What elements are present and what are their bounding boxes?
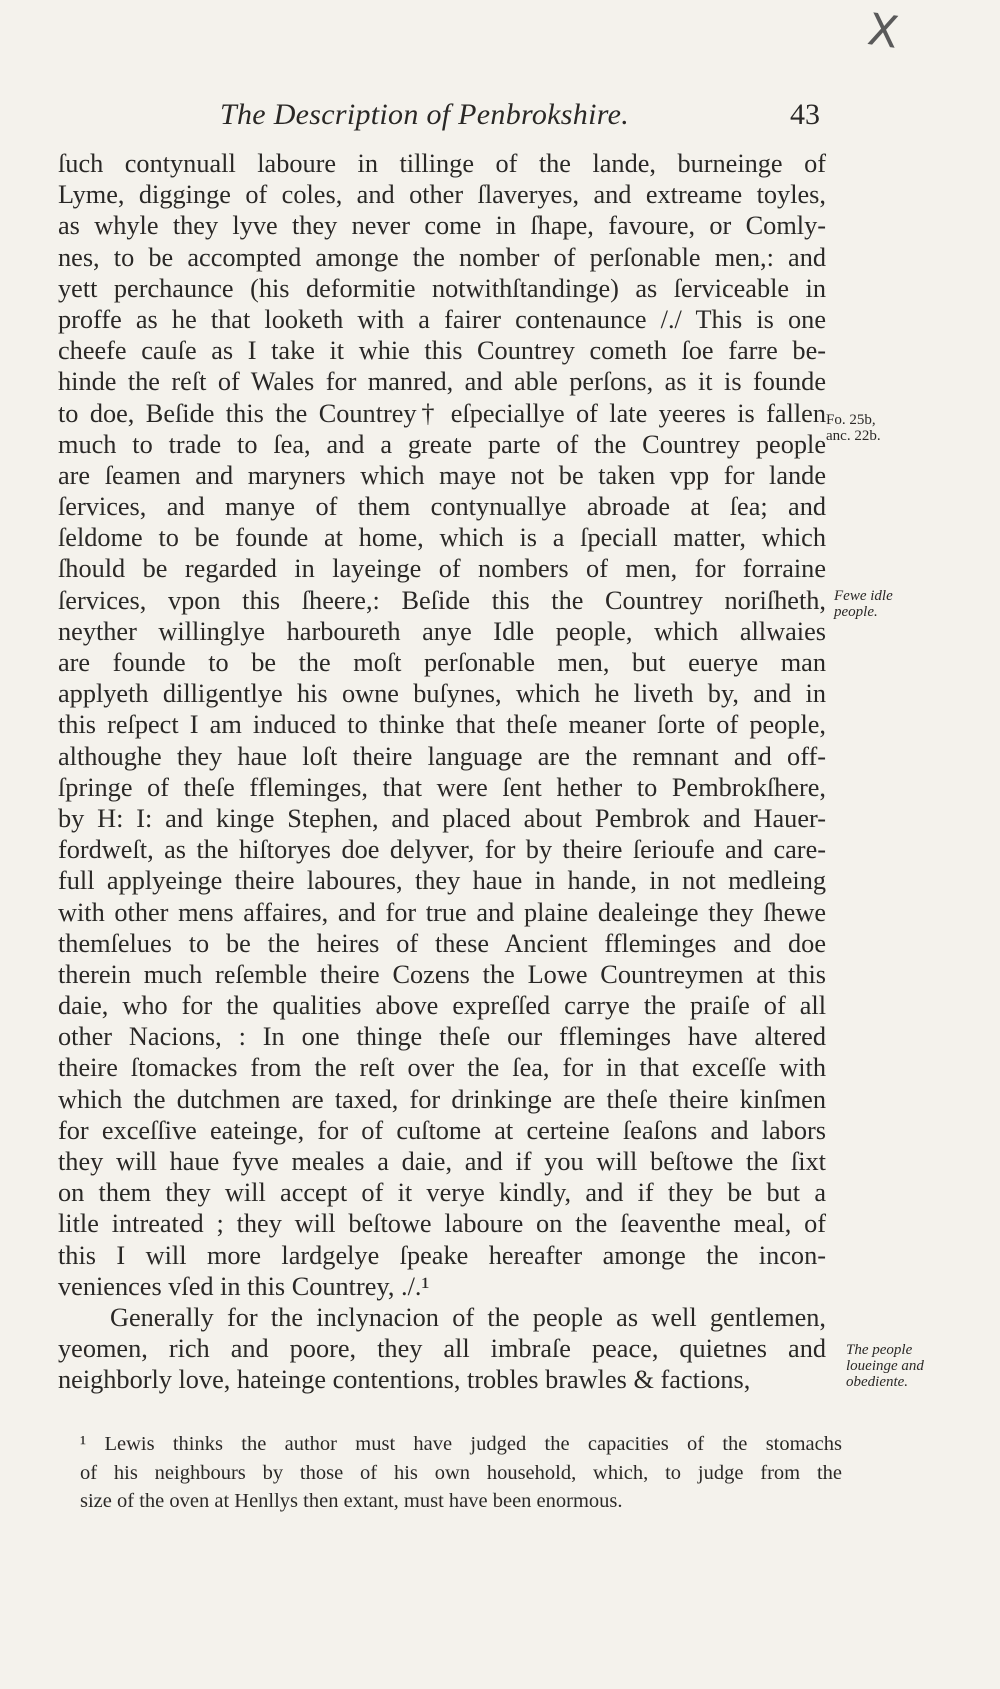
margin-note-line: loueinge and [846,1358,924,1374]
text-line: by H: I: and kinge Stephen, and placed about Pembrok and Hauer- [58,803,826,833]
text-line: ſpringe of theſe ffleminges, that were ſent hether to Pembrokſhere, [58,772,826,802]
text-line: hinde the reſt of Wales for manred, and able perſons, as it is founde [58,367,826,397]
margin-note-people-loving [846,1342,924,1390]
page-number: 43 [790,98,820,131]
running-title: The Description of Penbrokshire. [220,98,629,131]
text-line: to doe, Beſide this the Countrey† eſpeciallye of late yeeres is fallen [58,398,826,428]
text-line: ſervices, and manye of them contynuallye abroade at ſea; and [58,492,826,522]
text-line: which the dutchmen are taxed, for drinkinge are theſe theire kinſmen [58,1084,826,1114]
text-line: much to trade to ſea, and a greate parte of the Countrey people [58,429,826,459]
margin-note-line: The people [846,1342,913,1358]
text-line: yett perchaunce (his deformitie notwithſtandinge) as ſerviceable in [58,273,826,303]
footnote-line: of his neighbours by those of his own household, which, to judge from the [80,1461,842,1484]
text-line: this I will more lardgelye ſpeake hereafter amonge the incon- [58,1240,826,1270]
margin-note-line: Fewe idle [834,588,893,604]
footnote-line: size of the oven at Henllys then extant, must have been enormous. [80,1490,623,1512]
text-line: they will haue fyve meales a daie, and if you will beſtowe the ſixt [58,1147,826,1176]
text-line: ſhould be regarded in layeinge of nombers of men, for forraine [58,554,826,584]
text-line: theire ſtomackes from the reſt over the ſea, for in that exceſſe with [58,1053,826,1083]
text-line: nes, to be accompted amonge the nomber of perſonable men,: and [58,242,826,272]
text-line: therein much reſemble theire Cozens the Lowe Countreymen at this [58,959,826,989]
text-line: neighborly love, hateinge contentions, trobles brawles & factions, [58,1365,751,1395]
text-line: fordweſt, as the hiſtoryes doe delyver, for by theire ſerioufe and care- [58,835,826,865]
text-line: on them they will accept of it verye kindly, and if they be but a [58,1178,826,1208]
text-line: ſuch contynuall laboure in tillinge of the lande, burneinge of [58,149,826,178]
text-line: Generally for the inclynacion of the people as well gentlemen, [110,1302,826,1332]
text-line: litle intreated ; they will beſtowe laboure on the ſeaventhe meal, of [58,1209,826,1239]
body-text [58,148,826,1396]
margin-note-folio [826,412,881,444]
text-line: this reſpect I am induced to thinke that theſe meaner ſorte of people, [58,710,826,740]
footnote [80,1430,842,1516]
text-line: full applyeinge theire laboures, they haue in hande, in not medleing [58,866,826,896]
text-line: Lyme, digginge of coles, and other ſlaveryes, and extreame toyles, [58,180,826,210]
text-line: daie, who for the qualities above expreſſed carrye the praiſe of all [58,991,826,1021]
text-line: yeomen, rich and poore, they all imbraſe peace, quietnes and [58,1334,826,1364]
text-line: ſeldome to be founde at home, which is a ſpeciall matter, which [58,523,826,553]
margin-note-line: people. [834,604,878,620]
text-line: applyeth dilligentlye his owne buſynes, which he liveth by, and in [58,679,826,709]
text-line: other Nacions, : In one thinge theſe our ffleminges have altered [58,1022,826,1052]
text-line: ſervices, vpon this ſheere,: Beſide this the Countrey noriſheth, [58,585,826,615]
margin-note-line: Fo. 25b, [826,412,876,428]
margin-note-idle-people [834,588,893,620]
page-header [60,98,820,138]
text-line: as whyle they lyve they never come in ſhape, favoure, or Comly- [58,211,826,241]
text-line: neyther willinglye harboureth anye Idle people, which allwaies [58,616,826,646]
margin-note-line: obediente. [846,1374,909,1390]
margin-note-line: anc. 22b. [826,428,881,444]
text-line: althoughe they haue loſt theire language are the remnant and off- [58,741,826,771]
handwritten-mark: X [864,4,902,59]
text-line: proffe as he that looketh with a fairer contenaunce /./ This is one [58,304,826,334]
text-line: veniences vſed in this Countrey, ./.¹ [58,1271,430,1301]
text-line: for exceſſive eateinge, for of cuſtome at certeine ſeaſons and labors [58,1115,826,1145]
text-line: are founde to be the moſt perſonable men, but euerye man [58,648,826,677]
text-line: themſelues to be the heires of these Ancient ffleminges and doe [58,928,826,958]
text-line: with other mens affaires, and for true and plaine dealeinge they ſhewe [58,897,826,927]
text-line: cheefe cauſe as I take it whie this Countrey cometh ſoe farre be- [58,336,826,366]
text-line: are ſeamen and maryners which maye not be taken vpp for lande [58,460,826,490]
footnote-line: ¹ Lewis thinks the author must have judged the capacities of the stomachs [80,1433,842,1455]
